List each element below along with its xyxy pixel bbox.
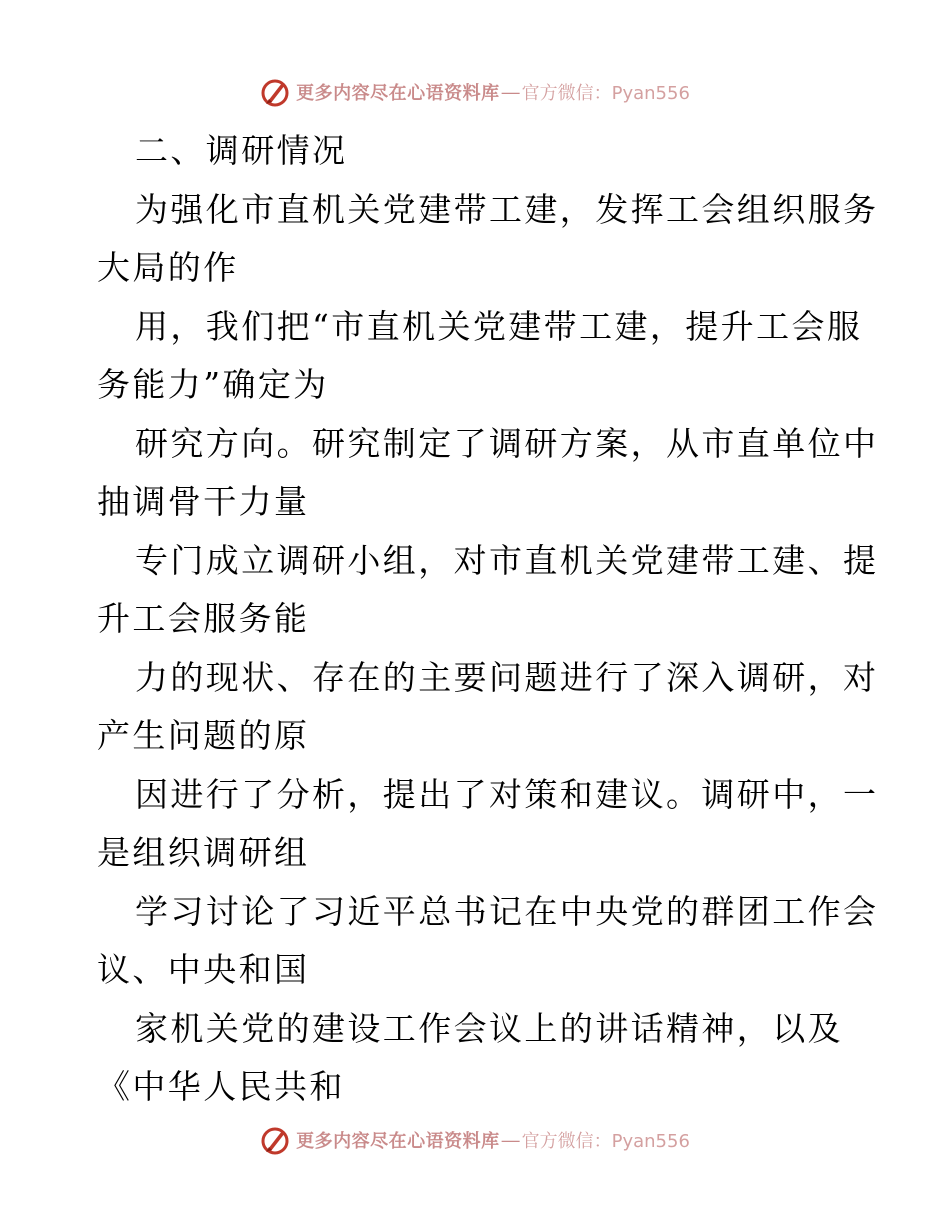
watermark-brand-text: 更多内容尽在心语资料库	[296, 1131, 500, 1152]
section-heading: 二、调研情况	[135, 131, 348, 170]
text-line: 力的现状、存在的主要问题进行了深入调研，对	[135, 657, 879, 697]
quill-pen-seal-icon	[260, 1125, 290, 1155]
watermark-brand-text: 更多内容尽在心语资料库	[296, 83, 500, 104]
text-line: 因进行了分析，提出了对策和建议。调研中，一	[135, 774, 879, 814]
watermark-dash: —	[501, 81, 520, 102]
text-line: 学习讨论了习近平总书记在中央党的群团工作会	[135, 891, 879, 931]
text-line: 大局的作	[97, 248, 239, 287]
quill-pen-seal-icon	[260, 77, 290, 107]
text-line: 研究方向。研究制定了调研方案，从市直单位中	[135, 423, 879, 463]
text-line: 务能力”确定为	[97, 365, 329, 404]
text-line: 《中华人民共和	[97, 1067, 345, 1106]
text-line: 为强化市直机关党建带工建，发挥工会组织服务	[135, 189, 879, 229]
text-line: 议、中央和国	[97, 950, 310, 989]
watermark-contact-text: 官方微信：Pyan556	[521, 83, 690, 104]
document-body	[97, 122, 879, 1117]
text-line: 是组织调研组	[97, 833, 310, 872]
text-line: 产生问题的原	[97, 716, 310, 755]
header-watermark	[0, 72, 950, 112]
text-line: 抽调骨干力量	[97, 482, 310, 521]
text-line: 升工会服务能	[97, 599, 310, 638]
text-line: 家机关党的建设工作会议上的讲话精神，以及	[135, 1008, 843, 1048]
paragraph-lines	[97, 181, 879, 1117]
text-line: 用，我们把“市直机关党建带工建，提升工会服	[135, 306, 863, 346]
footer-watermark	[0, 1120, 950, 1160]
watermark-dash: —	[501, 1129, 520, 1150]
text-line: 专门成立调研小组，对市直机关党建带工建、提	[135, 540, 879, 580]
watermark-contact-text: 官方微信：Pyan556	[521, 1131, 690, 1152]
